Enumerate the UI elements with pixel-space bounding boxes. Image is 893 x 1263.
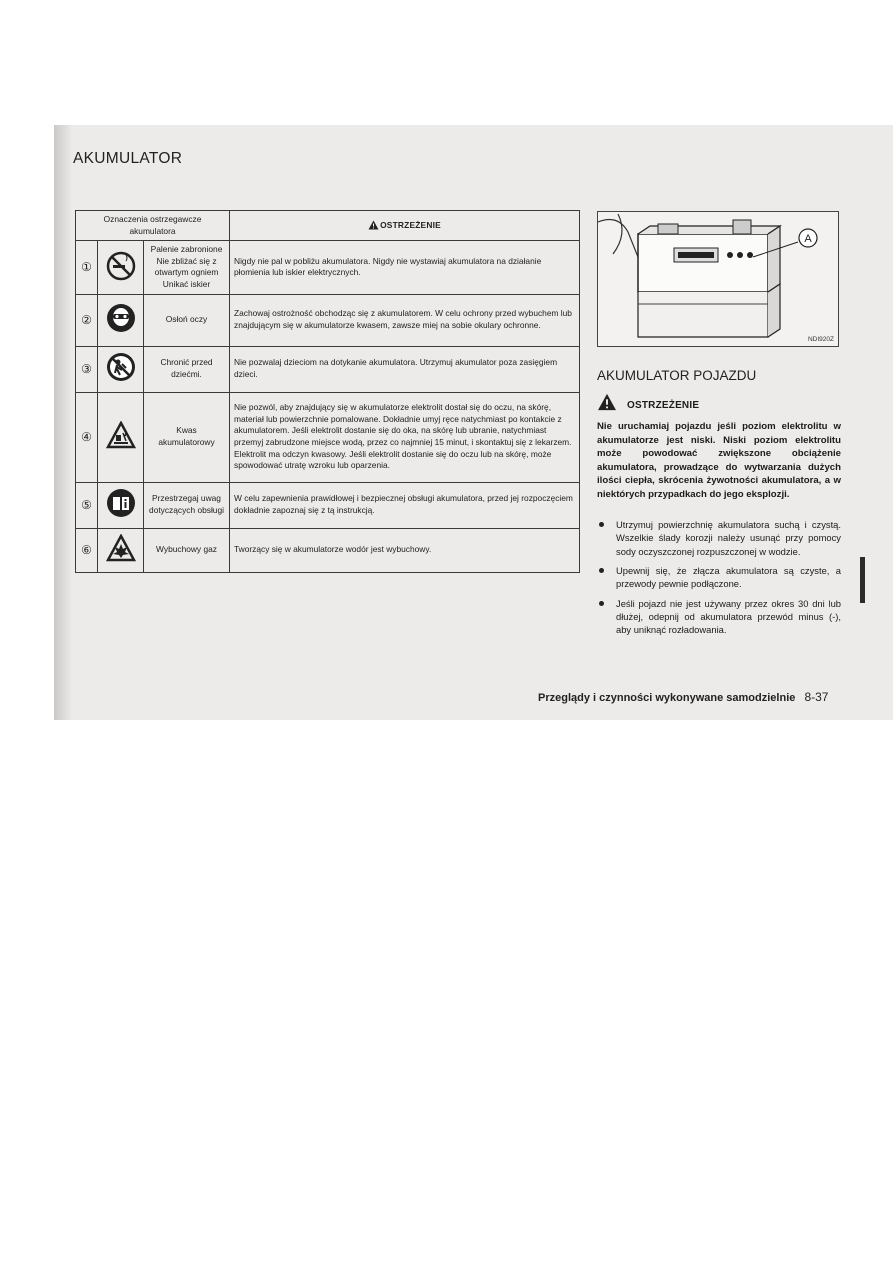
- list-item: Jeśli pojazd nie jest używany przez okres 30 dni lub dłużej, odepnij od akumulatora przewód minus (-), aby uniknąć rozładowania.: [597, 597, 841, 637]
- row-label: Osłoń oczy: [144, 294, 230, 346]
- table-row: [76, 346, 580, 392]
- table-row: [76, 482, 580, 528]
- page-footer: [538, 690, 828, 704]
- battery-diagram: [597, 211, 839, 347]
- list-item: Utrzymuj powierzchnię akumulatora suchą i czystą. Wszelkie ślady korozji należy usunąć przy pomocy sody oczyszczonej rozpuszczonej w wodzie.: [597, 518, 841, 558]
- bullet-icon: [599, 568, 604, 573]
- warning-heading: [597, 393, 699, 411]
- list-item: Upewnij się, że złącza akumulatora są czyste, a przewody pewnie podłączone.: [597, 564, 841, 591]
- row-number: ①: [76, 241, 98, 294]
- row-number: ④: [76, 392, 98, 482]
- table-row: [76, 241, 580, 294]
- page-title: AKUMULATOR: [73, 150, 183, 167]
- read-manual-icon: [98, 482, 144, 528]
- table-row: [76, 392, 580, 482]
- battery-illustration: [598, 212, 838, 346]
- battery-acid-icon: [98, 392, 144, 482]
- bullet-icon: [599, 601, 604, 606]
- table-header-symbols: Oznaczenia ostrzegawcze akumulatora: [76, 211, 230, 241]
- section-title: AKUMULATOR POJAZDU: [597, 368, 757, 383]
- row-label: Kwas akumulatorowy: [144, 392, 230, 482]
- warning-label: OSTRZEŻENIE: [627, 399, 700, 411]
- row-description: Nie pozwalaj dzieciom na dotykanie akumulatora. Utrzymuj akumulator poza zasięgiem dzieci.: [230, 346, 580, 392]
- row-label: Wybuchowy gaz: [144, 528, 230, 572]
- figure-code: NDI920Z: [807, 336, 834, 343]
- table-row: [76, 528, 580, 572]
- row-description: Nigdy nie pal w pobliżu akumulatora. Nigdy nie wystawiaj akumulatora na działanie płomienia lub iskier elektrycznych.: [230, 241, 580, 294]
- warning-symbols-table: [75, 210, 580, 573]
- table-header-warning: [230, 211, 580, 241]
- row-description: Zachowaj ostrożność obchodząc się z akumulatorem. W celu ochrony przed wybuchem lub znajdującym się w akumulatorze kwasem, zawsze miej na sobie okulary ochronne.: [230, 294, 580, 346]
- page-binding-shadow: [54, 125, 72, 720]
- row-number: ⑥: [76, 528, 98, 572]
- callout-label: A: [804, 233, 812, 245]
- chapter-tab-marker: [860, 557, 865, 603]
- table-header-warning-label: OSTRZEŻENIE: [380, 219, 441, 230]
- keep-away-children-icon: [98, 346, 144, 392]
- row-number: ⑤: [76, 482, 98, 528]
- row-description: Nie pozwól, aby znajdujący się w akumulatorze elektrolit dostał się do oczu, na skórę, materiał lub powierzchnie pomalowane. Dokładnie umyj ręce natychmiast po kontakcie z akumulatorem. Jeśli elektrolit dostanie się do oka, na skórę lub ubranie, natychmiast przemyj zabrudzone miejsce wodą, przez co najmniej 15 minut, i skontaktuj się z lekarzem. Elektrolit ma odczyn kwasowy. Jeśli elektrolit dostanie się do oczu lub na skórę, może spowodować utratę wzroku lub oparzenia.: [230, 392, 580, 482]
- eye-protection-icon: [98, 294, 144, 346]
- no-smoking-icon: [98, 241, 144, 294]
- table-header-row: [76, 211, 580, 241]
- row-description: W celu zapewnienia prawidłowej i bezpiecznej obsługi akumulatora, przed jej rozpoczęciem dokładnie zapoznaj się z tą instrukcją.: [230, 482, 580, 528]
- warning-text: Nie uruchamiaj pojazdu jeśli poziom elektrolitu w akumulatorze jest niski. Niski poziom elektrolitu może powodować zwiększone obciążenie akumulatora, prowadzące do wytwarzania dużych ilości ciepła, skrócenia żywotności akumulatora, a w niektórych przypadkach do jego eksplozji.: [597, 421, 841, 501]
- footer-text: Przeglądy i czynności wykonywane samodzielnie: [538, 692, 796, 704]
- warning-triangle-icon: [368, 220, 379, 230]
- maintenance-list: [597, 518, 841, 643]
- row-label: Palenie zabronione Nie zbliżać się z otwartym ogniem Unikać iskier: [144, 241, 230, 294]
- row-label: Chronić przed dziećmi.: [144, 346, 230, 392]
- row-number: ②: [76, 294, 98, 346]
- bullet-icon: [599, 522, 604, 527]
- warning-triangle-icon: [597, 393, 617, 411]
- row-label: Przestrzegaj uwag dotyczących obsługi: [144, 482, 230, 528]
- row-number: ③: [76, 346, 98, 392]
- row-description: Tworzący się w akumulatorze wodór jest wybuchowy.: [230, 528, 580, 572]
- explosive-gas-icon: [98, 528, 144, 572]
- page-number: 8-37: [804, 690, 829, 704]
- table-row: [76, 294, 580, 346]
